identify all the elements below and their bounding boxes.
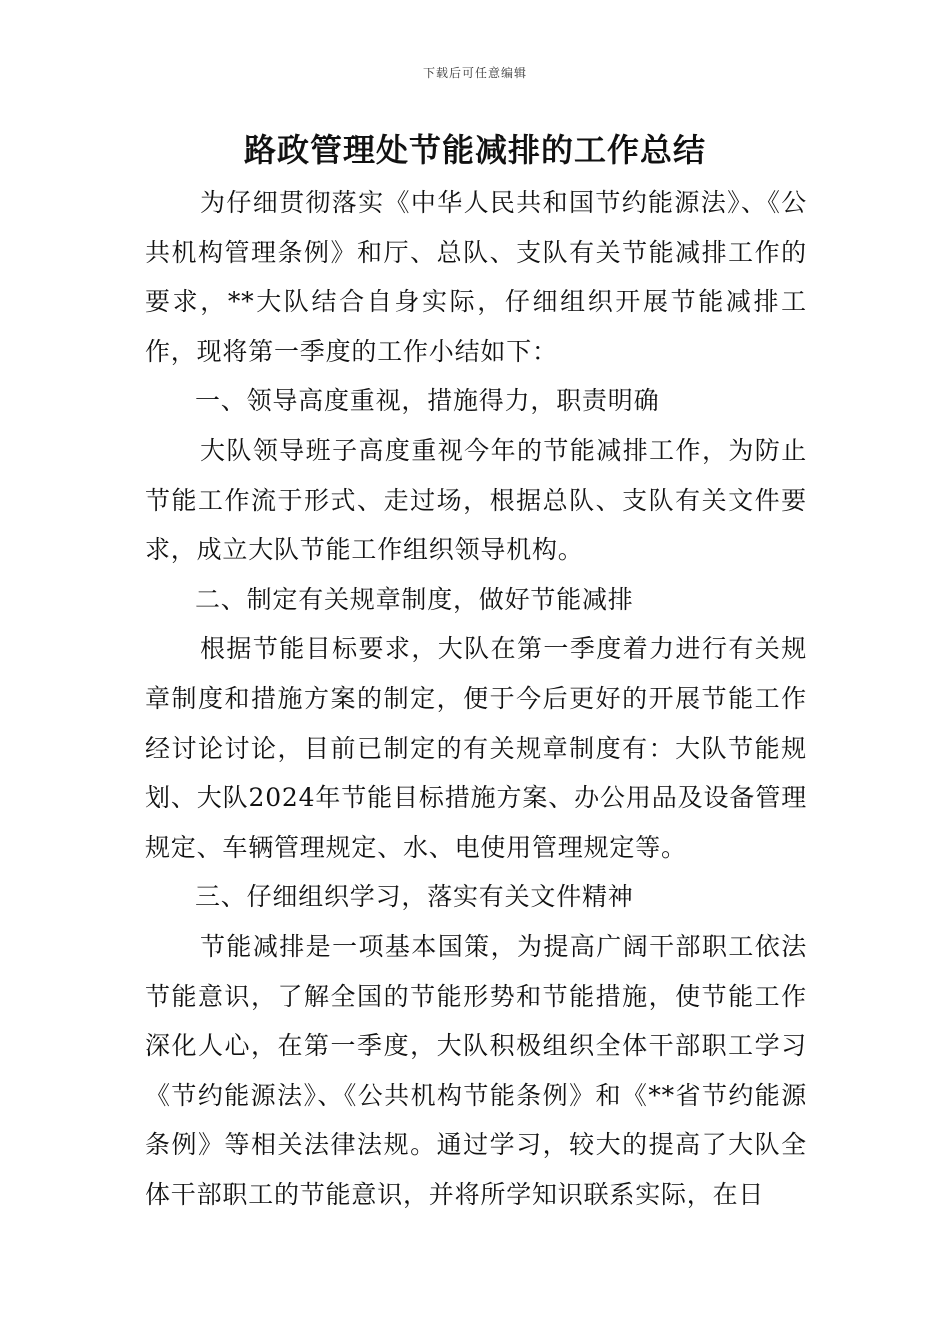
- section-paragraph-1: 大队领导班子高度重视今年的节能减排工作，为防止节能工作流于形式、走过场，根据总队、支队有关文件要求，成立大队节能工作组织领导机构。: [145, 435, 807, 565]
- document-title: 路政管理处节能减排的工作总结: [243, 131, 706, 169]
- section-heading-2: 二、制定有关规章制度，做好节能减排: [195, 584, 634, 614]
- header-note: 下载后可任意编辑: [422, 66, 527, 80]
- section-paragraph-2: 根据节能目标要求，大队在第一季度着力进行有关规章制度和措施方案的制定，便于今后更好的开展节能工作经讨论讨论，目前已制定的有关规章制度有：大队节能规划、大队2024年节能目标措施方案、办公用品及设备管理规定、车辆管理规定、水、电使用管理规定等。: [145, 634, 807, 862]
- section-paragraph-3: 节能减排是一项基本国策，为提高广阔干部职工依法节能意识，了解全国的节能形势和节能措施，使节能工作深化人心，在第一季度，大队积极组织全体干部职工学习《节约能源法》、《公共机构节能条例》和《**省节约能源条例》等相关法律法规。通过学习，较大的提高了大队全体干部职工的节能意识，并将所学知识联系实际，在日: [145, 931, 807, 1209]
- section-heading-3: 三、仔细组织学习，落实有关文件精神: [195, 882, 634, 912]
- section-heading-1: 一、领导高度重视，措施得力，职责明确: [195, 386, 660, 416]
- document-body: [145, 178, 807, 1219]
- intro-paragraph: 为仔细贯彻落实《中华人民共和国节约能源法》、《公共机构管理条例》和厅、总队、支队有关节能减排工作的要求，**大队结合自身实际，仔细组织开展节能减排工作，现将第一季度的工作小结如下：: [145, 188, 807, 366]
